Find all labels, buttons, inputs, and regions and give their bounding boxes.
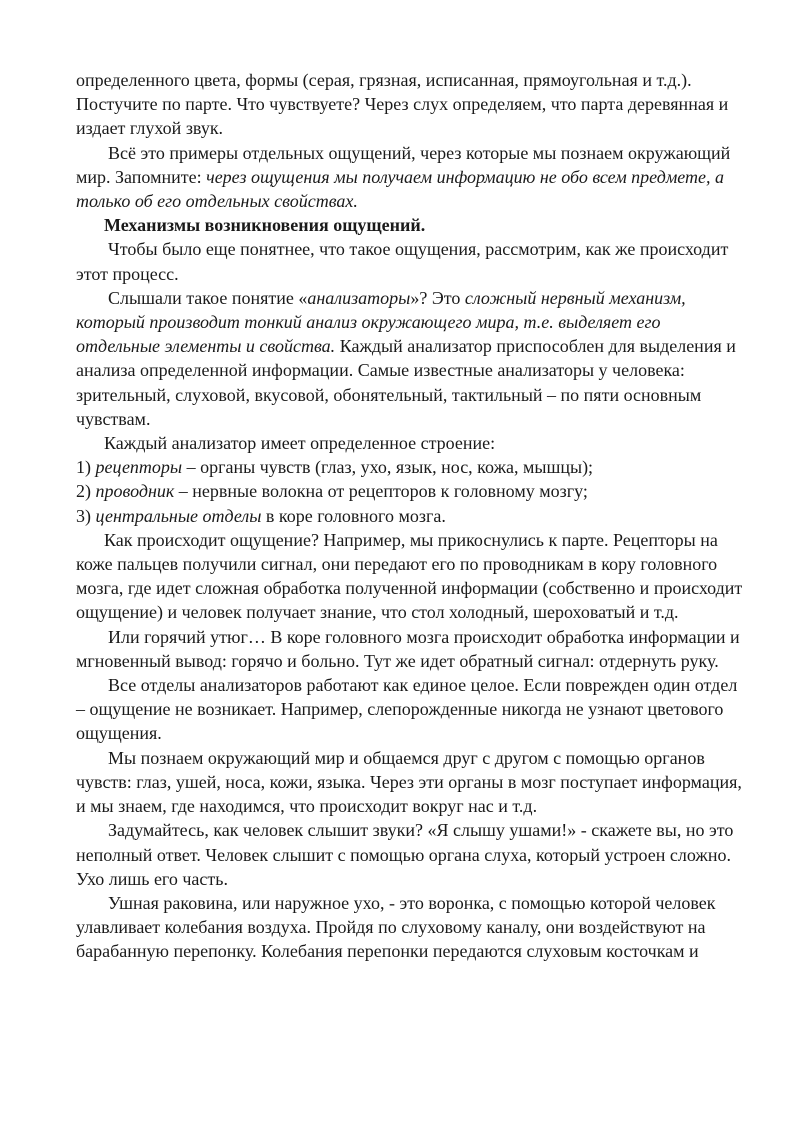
list-item-number: 1) [76,457,96,478]
paragraph-2 [76,141,748,214]
list-item-term: рецепторы [95,457,183,478]
paragraph-2-text: Всё это примеры отдельных ощущений, через которые мы познаем окружающий мир. Запомните: [76,142,731,187]
list-item [76,479,748,503]
paragraph-3: Чтобы было еще понятнее, что такое ощущения, рассмотрим, как же происходит этот процесс. [76,239,729,284]
list-item-text: – нервные волокна от рецепторов к головному мозгу; [174,481,588,502]
list-item-term: проводник [95,481,175,502]
list-item-number: 3) [76,505,96,526]
paragraph-4-text-a: Слышали такое понятие « [108,287,308,308]
paragraph-4-definition: сложный нервный механизм, который производит тонкий анализ окружающего мира, т.е. выделяет его отдельные элементы и свойства. [76,287,686,357]
paragraph-8: Все отделы анализаторов работают как единое целое. Если поврежден один отдел – ощущение не возникает. Например, слепорожденные никогда не узнают цветового ощущения. [76,675,738,744]
list-item-text: в коре головного мозга. [261,505,446,526]
paragraph-4 [76,286,748,431]
paragraph-9: Мы познаем окружающий мир и общаемся друг с другом с помощью органов чувств: глаз, ушей, носа, кожи, языка. Через эти органы в мозг поступает информация, и мы знаем, где находимся, что происходит вокруг нас и т.д. [76,747,742,817]
paragraph-2-emphasis: через ощущения мы получаем информацию не обо всем предмете, а только об его отдельных свойствах. [76,166,725,212]
paragraph-5: Каждый анализатор имеет определенное строение: [104,433,496,454]
paragraph-10: Задумайтесь, как человек слышит звуки? «Я слышу ушами!» - скажете вы, но это неполный ответ. Человек слышит с помощью органа слуха, который устроен сложно. Ухо лишь его часть. [76,820,734,889]
paragraph-4-text-c: »? Это [410,287,465,308]
paragraph-4-term: анализаторы [307,287,411,308]
paragraph-1: определенного цвета, формы (серая, грязная, исписанная, прямоугольная и т.д.). Постучите по парте. Что чувствуете? Через слух определяем, что парта деревянная и издает глухой звук. [76,70,729,139]
paragraph-6: Как происходит ощущение? Например, мы прикоснулись к парте. Рецепторы на коже пальцев получили сигнал, они передают его по проводникам в кору головного мозга, где идет сложная обработка полученной информации (собственно и происходит ощущение) и человек получает знание, что стол холодный, шероховатый и т.д. [76,529,743,623]
paragraph-7: Или горячий утюг… В коре головного мозга происходит обработка информации и мгновенный вывод: горячо и больно. Тут же идет обратный сигнал: отдернуть руку. [76,626,740,671]
paragraph-4-text-e: Каждый анализатор приспособлен для выделения и анализа определенной информации. Самые известные анализаторы у человека: зрительный, слуховой, вкусовой, обонятельный, тактильный – по пяти основным чувствам. [76,336,736,429]
list-item-term: центральные отделы [95,505,262,526]
list-item [76,504,748,528]
list-item-text: – органы чувств (глаз, ухо, язык, нос, кожа, мышцы); [182,457,594,478]
structure-list [76,455,748,528]
section-heading: Механизмы возникновения ощущений. [104,215,426,236]
list-item-number: 2) [76,481,96,502]
paragraph-11: Ушная раковина, или наружное ухо, - это воронка, с помощью которой человек улавливает колебания воздуха. Пройдя по слуховому каналу, они воздействуют на барабанную перепонку. Колебания перепонки передаются слуховым косточкам и [76,892,716,962]
list-item [76,455,748,479]
